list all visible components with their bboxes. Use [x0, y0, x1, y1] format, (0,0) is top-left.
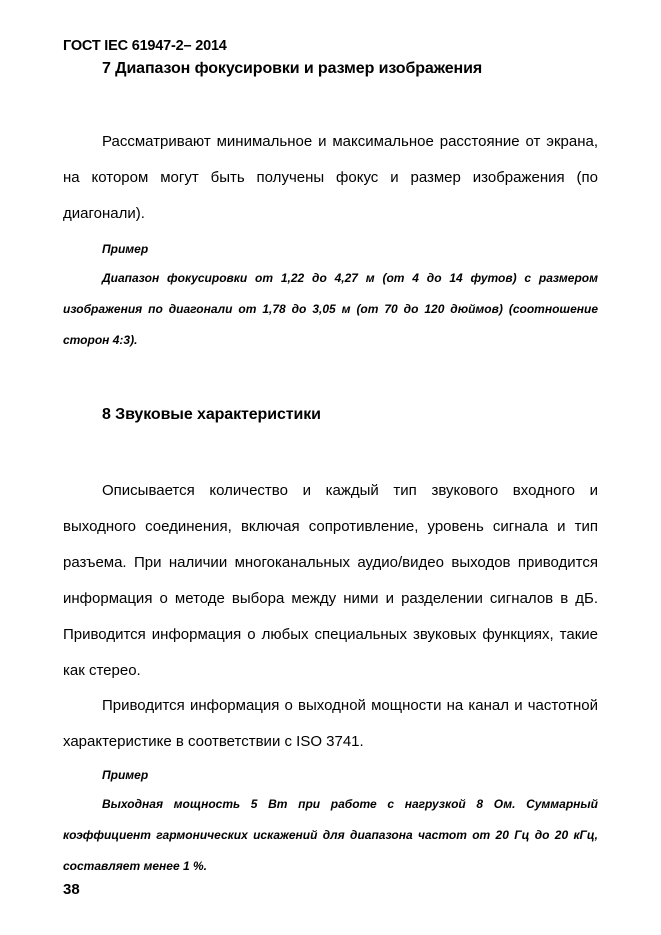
section-8-example-title: Пример: [102, 768, 149, 782]
section-8-paragraph-2-text: Приводится информация о выходной мощности на канал и частотной характеристике в соответствии с ISO 3741.: [63, 697, 598, 750]
section-7-example-text: [63, 263, 598, 356]
section-7-heading: 7 Диапазон фокусировки и размер изображения: [102, 60, 483, 77]
section-8-paragraph-2: [63, 688, 598, 760]
section-8-paragraph-1-text: Описывается количество и каждый тип звукового входного и выходного соединения, включая сопротивление, уровень сигнала и тип разъема. При наличии многоканальных аудио/видео выходов приводится информация о методе выбора между ними и разделении сигналов в дБ. Приводится информация о любых специальных звуковых функциях, такие как стерео.: [63, 482, 598, 679]
section-7-example-title: Пример: [102, 242, 149, 256]
section-8-example-text-content: Выходная мощность 5 Вт при работе с нагрузкой 8 Ом. Суммарный коэффициент гармонических искажений для диапазона частот от 20 Гц до 20 кГц, составляет менее 1 %.: [63, 797, 598, 873]
section-8-example-text: [63, 789, 598, 882]
section-7-paragraph: [63, 124, 598, 232]
page-number: 38: [63, 881, 80, 898]
section-7-paragraph-text: Рассматривают минимальное и максимальное расстояние от экрана, на котором могут быть получены фокус и размер изображения (по диагонали).: [63, 133, 598, 222]
section-8-paragraph-1: [63, 473, 598, 689]
document-header: ГОСТ IEC 61947-2– 2014: [63, 38, 227, 54]
section-7-example-text-content: Диапазон фокусировки от 1,22 до 4,27 м (от 4 до 14 футов) с размером изображения по диагонали от 1,78 до 3,05 м (от 70 до 120 дюймов) (соотношение сторон 4:3).: [63, 271, 598, 347]
section-8-heading: 8 Звуковые характеристики: [102, 406, 321, 423]
